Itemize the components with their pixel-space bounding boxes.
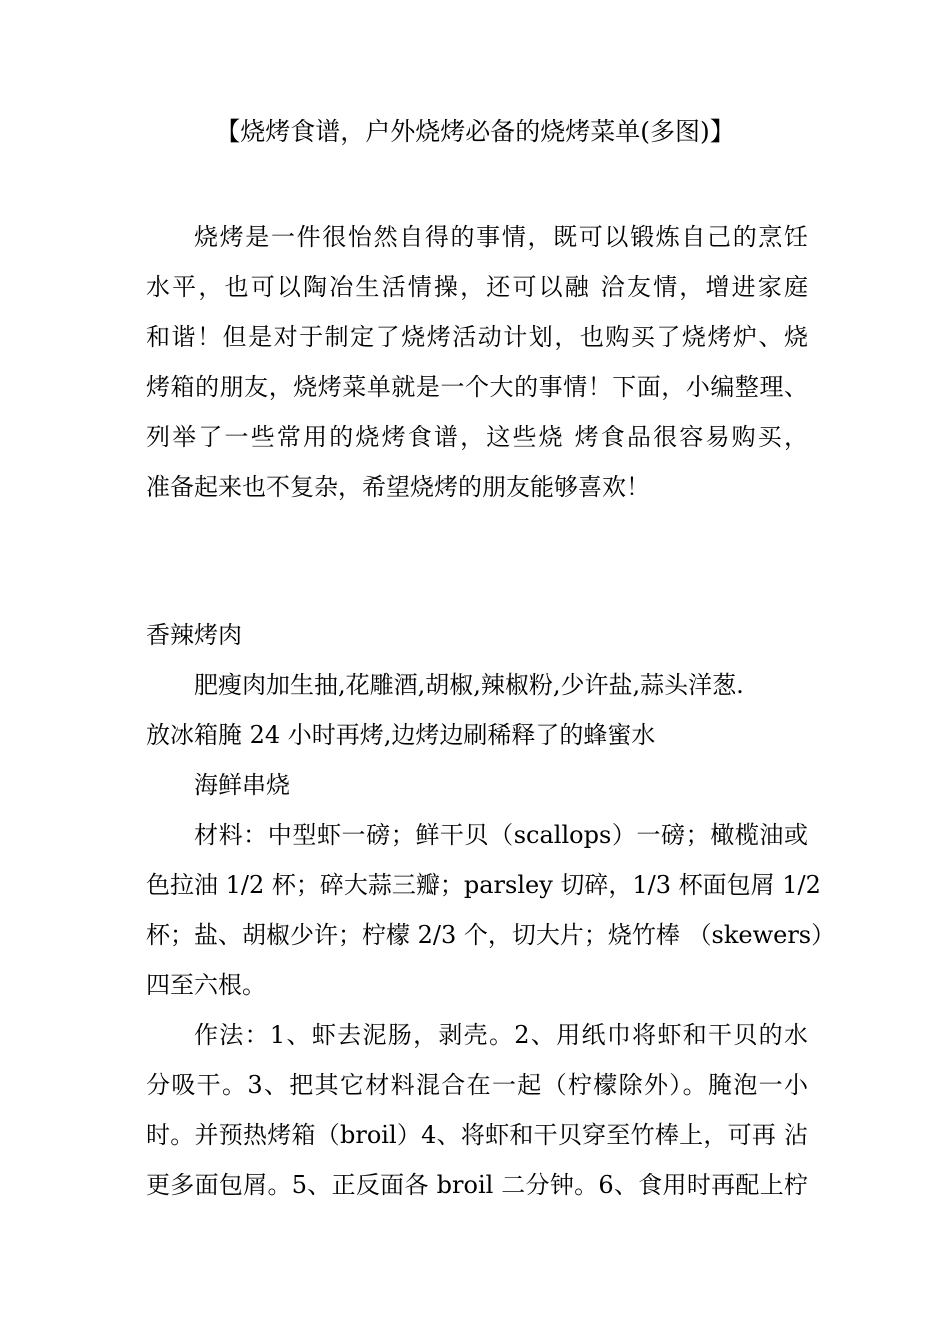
recipe-title-seafood-skewers: 海鲜串烧 (194, 771, 290, 799)
recipe-title-spicy-bbq: 香辣烤肉 (146, 621, 242, 649)
method-line: 时。并预热烤箱（broil）4、将虾和干贝穿至竹棒上，可再 沾 (146, 1121, 808, 1149)
materials-line: 四至六根。 (146, 971, 266, 999)
recipes-section (146, 610, 836, 1210)
document-title: 【烧烤食谱，户外烧烤必备的烧烤菜单(多图)】 (215, 117, 735, 146)
materials-line: 杯；盐、胡椒少许；柠檬 2/3 个，切大片；烧竹棒 （skewers） (146, 921, 836, 949)
method-line: 作法：1、虾去泥肠，剥壳。2、用纸巾将虾和干贝的水 (194, 1021, 808, 1049)
intro-line: 准备起来也不复杂，希望烧烤的朋友能够喜欢！ (146, 473, 650, 501)
materials-line: 色拉油 1/2 杯；碎大蒜三瓣；parsley 切碎，1/3 杯面包屑 1/2 (146, 871, 821, 899)
intro-line: 列举了一些常用的烧烤食谱，这些烧 烤食品很容易购买， (146, 423, 808, 451)
intro-line: 烤箱的朋友，烧烤菜单就是一个大的事情！下面，小编整理、 (146, 373, 808, 401)
recipe-text-line: 放冰箱腌 24 小时再烤,边烤边刷稀释了的蜂蜜水 (146, 721, 656, 749)
intro-line: 烧烤是一件很怡然自得的事情，既可以锻炼自己的烹饪 (194, 223, 808, 251)
intro-line: 和谐！但是对于制定了烧烤活动计划，也购买了烧烤炉、烧 (146, 323, 808, 351)
intro-line: 水平，也可以陶冶生活情操，还可以融 洽友情，增进家庭 (146, 273, 808, 301)
method-line: 分吸干。3、把其它材料混合在一起（柠檬除外）。腌泡一小 (146, 1071, 808, 1099)
recipe-text-line: 肥瘦肉加生抽,花雕酒,胡椒,辣椒粉,少许盐,蒜头洋葱. (194, 671, 744, 699)
intro-paragraph (146, 212, 808, 512)
materials-line: 材料：中型虾一磅；鲜干贝（scallops）一磅；橄榄油或 (194, 821, 808, 849)
method-line: 更多面包屑。5、正反面各 broil 二分钟。6、食用时再配上柠 (146, 1171, 808, 1199)
